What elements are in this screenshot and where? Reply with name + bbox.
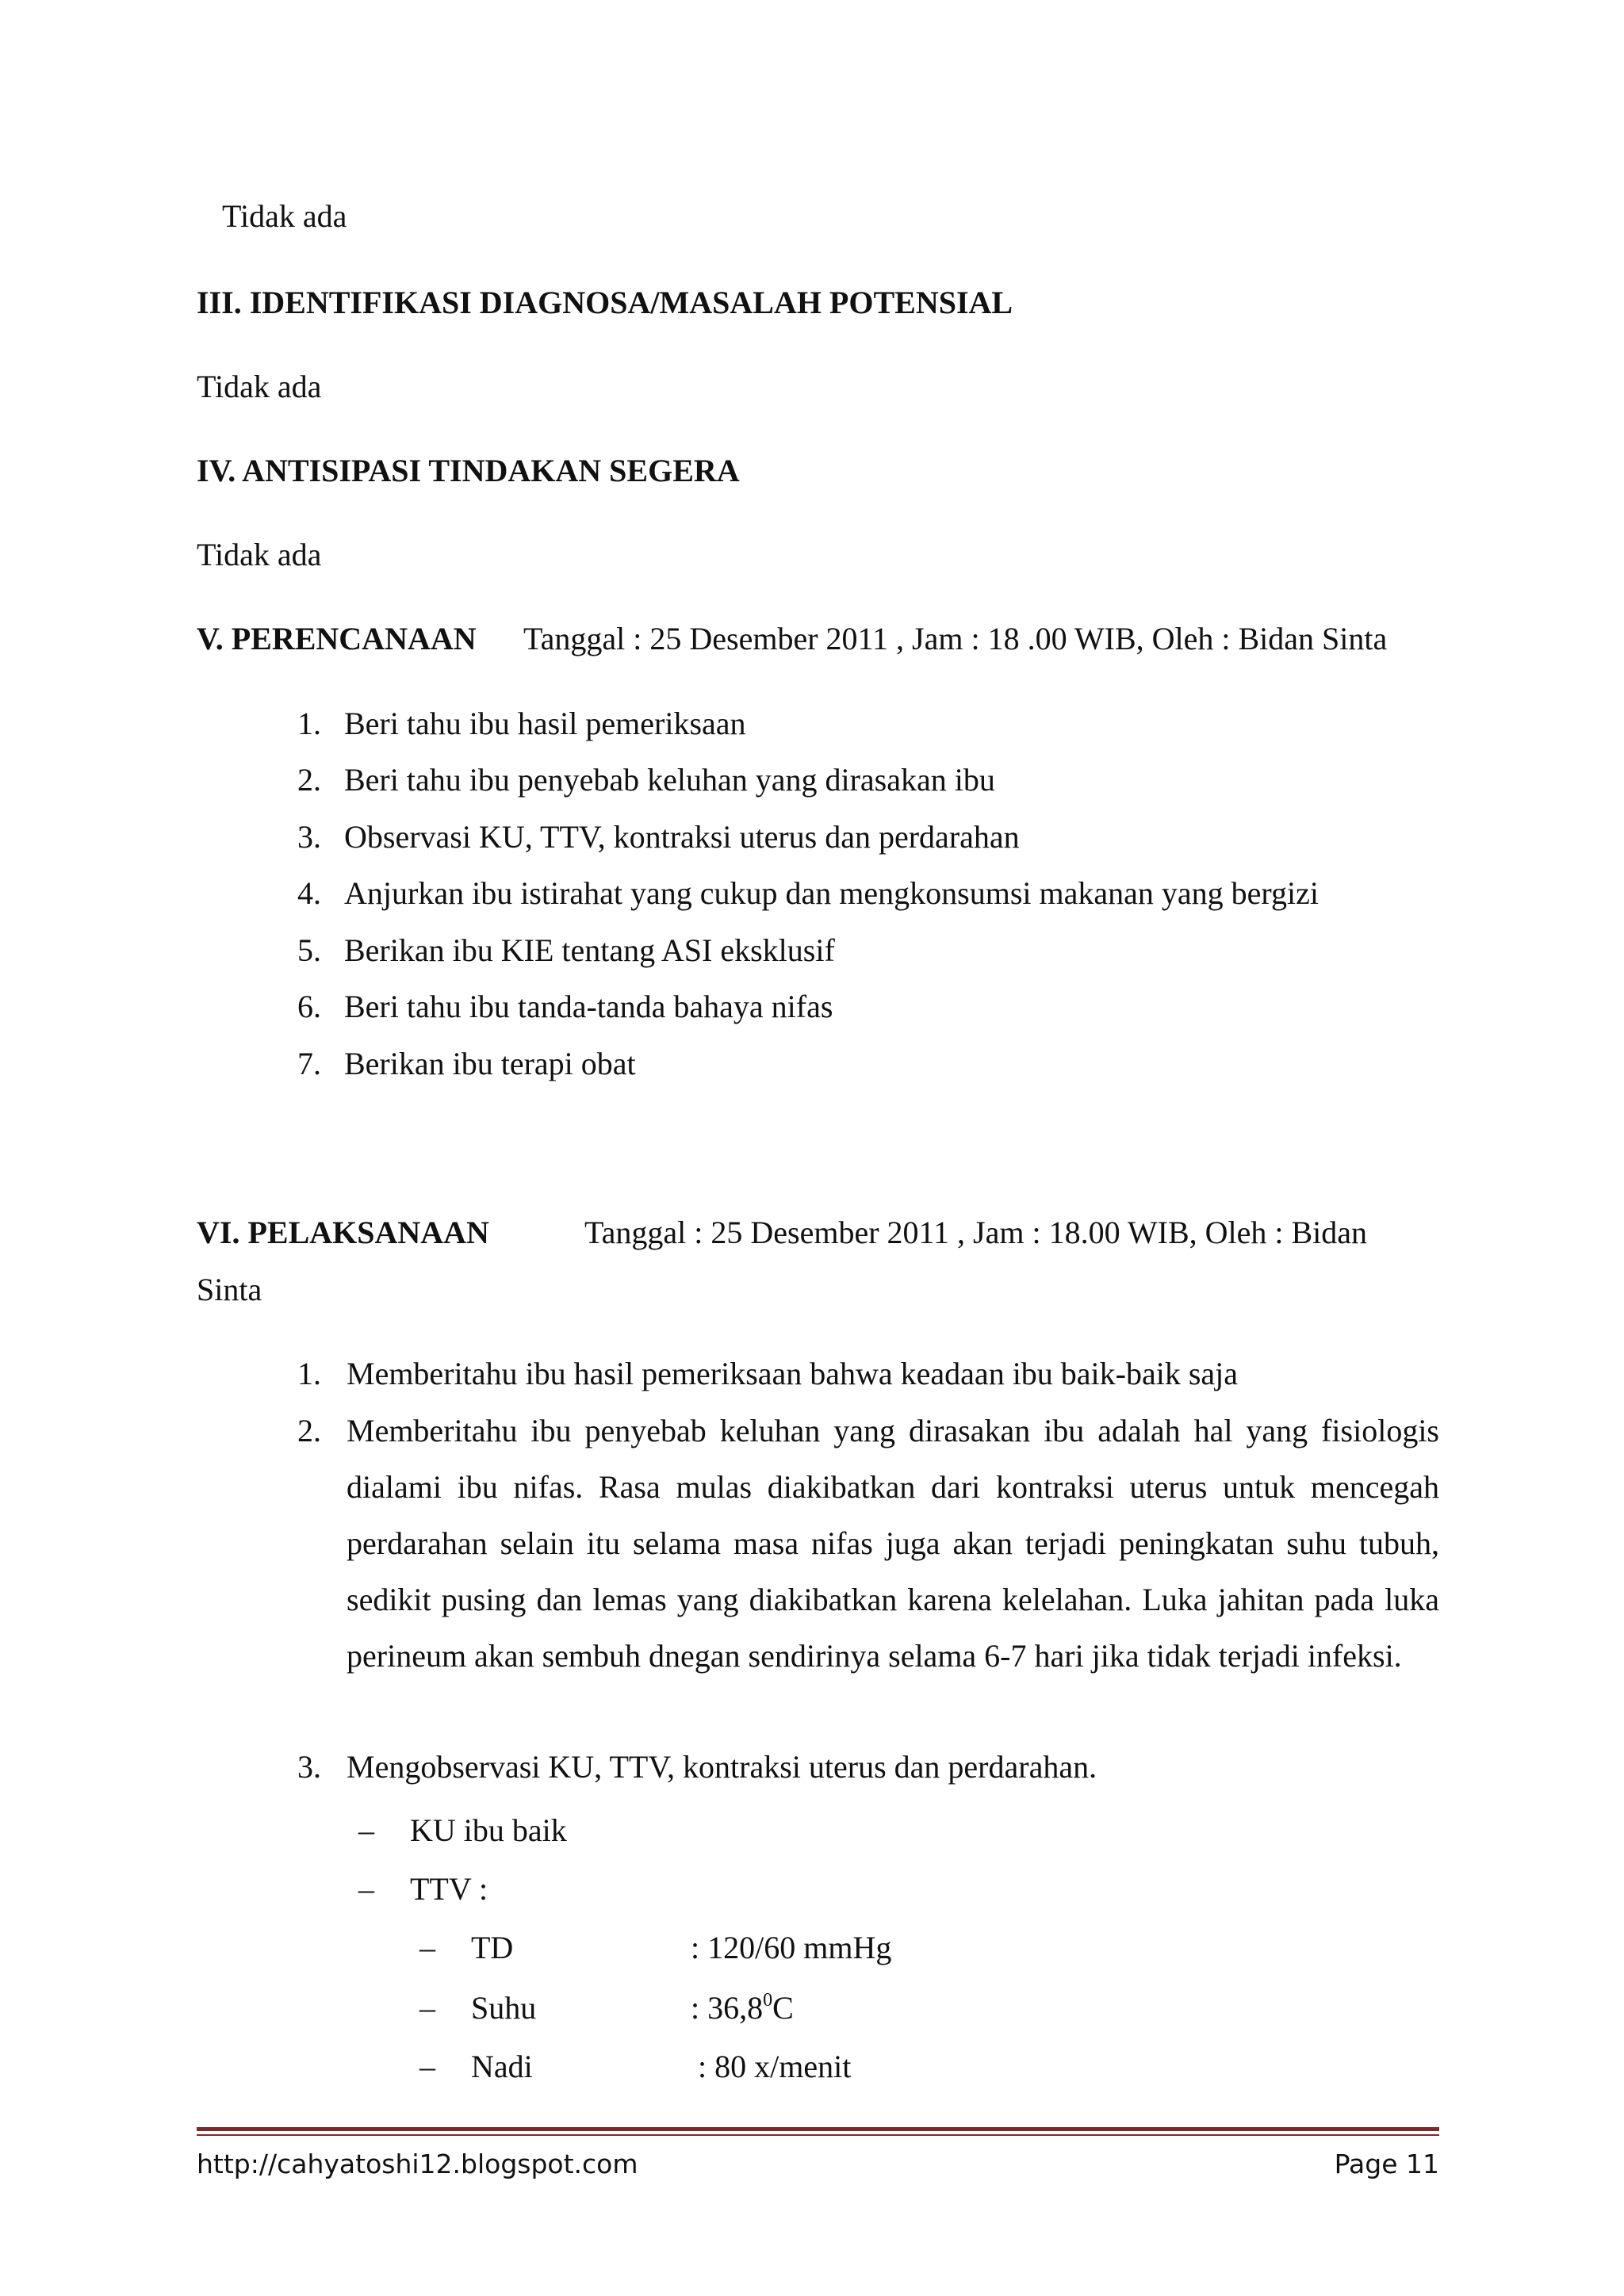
dash-bullet: –	[419, 1930, 435, 1965]
list-item-number: 4.	[297, 875, 321, 911]
list-item: Beri tahu ibu tanda-tanda bahaya nifas	[344, 989, 833, 1024]
page-number: Page 11	[1334, 2149, 1439, 2179]
ku-status: KU ibu baik	[410, 1812, 567, 1848]
section-4-heading: IV. ANTISIPASI TINDAKAN SEGERA	[197, 453, 740, 488]
list-item-number: 2.	[297, 762, 321, 798]
list-item: Berikan ibu terapi obat	[344, 1046, 636, 1081]
list-item: Berikan ibu KIE tentang ASI eksklusif	[344, 932, 835, 968]
section-6-heading: VI. PELAKSANAAN	[197, 1215, 489, 1250]
ttv-label: TTV :	[410, 1871, 488, 1907]
section-6-date-continuation: Sinta	[197, 1272, 262, 1307]
section-5-date-line: Tanggal : 25 Desember 2011 , Jam : 18 .00 WIB, Oleh : Bidan Sinta	[523, 621, 1388, 656]
list-item: Memberitahu ibu hasil pemeriksaan bahwa keadaan ibu baik-baik saja	[347, 1356, 1239, 1391]
footer-url[interactable]: http://cahyatoshi12.blogspot.com	[197, 2149, 638, 2179]
list-item-number: 1.	[297, 1356, 321, 1391]
top-text: Tidak ada	[222, 198, 347, 234]
dash-bullet: –	[358, 1812, 374, 1848]
vital-label-td: TD	[471, 1930, 514, 1965]
vital-value-suhu: : 36,8$^0$C	[691, 1990, 794, 2026]
list-item: Beri tahu ibu penyebab keluhan yang dirasakan ibu	[344, 762, 995, 798]
section-4-text: Tidak ada	[197, 537, 322, 572]
footer-rule-thin	[197, 2134, 1439, 2136]
list-item-number: 7.	[297, 1046, 321, 1081]
section-6-date-line: Tanggal : 25 Desember 2011 , Jam : 18.00 WIB, Oleh : Bidan	[584, 1215, 1368, 1250]
vital-value-td: : 120/60 mmHg	[691, 1930, 892, 1965]
list-item-paragraph: Memberitahu ibu penyebab keluhan yang dirasakan ibu adalah hal yang fisiologis dialami ibu nifas. Rasa mulas diakibatkan dari kontraksi uterus untuk mencegah perdarahan selain itu selama masa nifas juga akan terjadi peningkatan suhu tubuh, sedikit pusing dan lemas yang diakibatkan karena kelelahan. Luka jahitan pada luka perineum akan sembuh dnegan sendirinya selama 6-7 hari jika tidak terjadi infeksi.	[347, 1413, 1439, 1674]
section-5-heading: V. PERENCANAAN	[197, 621, 477, 656]
list-item-number: 5.	[297, 932, 321, 968]
list-item-number: 3.	[297, 1749, 321, 1785]
list-item: Beri tahu ibu hasil pemeriksaan	[344, 706, 746, 741]
vital-label-nadi: Nadi	[471, 2049, 533, 2084]
dash-bullet: –	[358, 1871, 374, 1907]
list-item-number: 2.	[297, 1413, 321, 1448]
vital-value-nadi: : 80 x/menit	[698, 2049, 852, 2084]
list-item: Observasi KU, TTV, kontraksi uterus dan perdarahan	[344, 819, 1020, 855]
vital-label-suhu: Suhu	[471, 1990, 537, 2026]
list-item-number: 1.	[297, 706, 321, 741]
dash-bullet: –	[419, 2049, 435, 2084]
section-3-heading: III. IDENTIFIKASI DIAGNOSA/MASALAH POTENSIAL	[197, 285, 1013, 320]
list-item-number: 6.	[297, 989, 321, 1024]
footer-rule	[197, 2127, 1439, 2131]
list-item: Mengobservasi KU, TTV, kontraksi uterus dan perdarahan.	[347, 1749, 1097, 1785]
list-item: Anjurkan ibu istirahat yang cukup dan mengkonsumsi makanan yang bergizi	[344, 875, 1319, 911]
list-item-number: 3.	[297, 819, 321, 855]
section-3-text: Tidak ada	[197, 369, 322, 404]
dash-bullet: –	[419, 1990, 435, 2026]
